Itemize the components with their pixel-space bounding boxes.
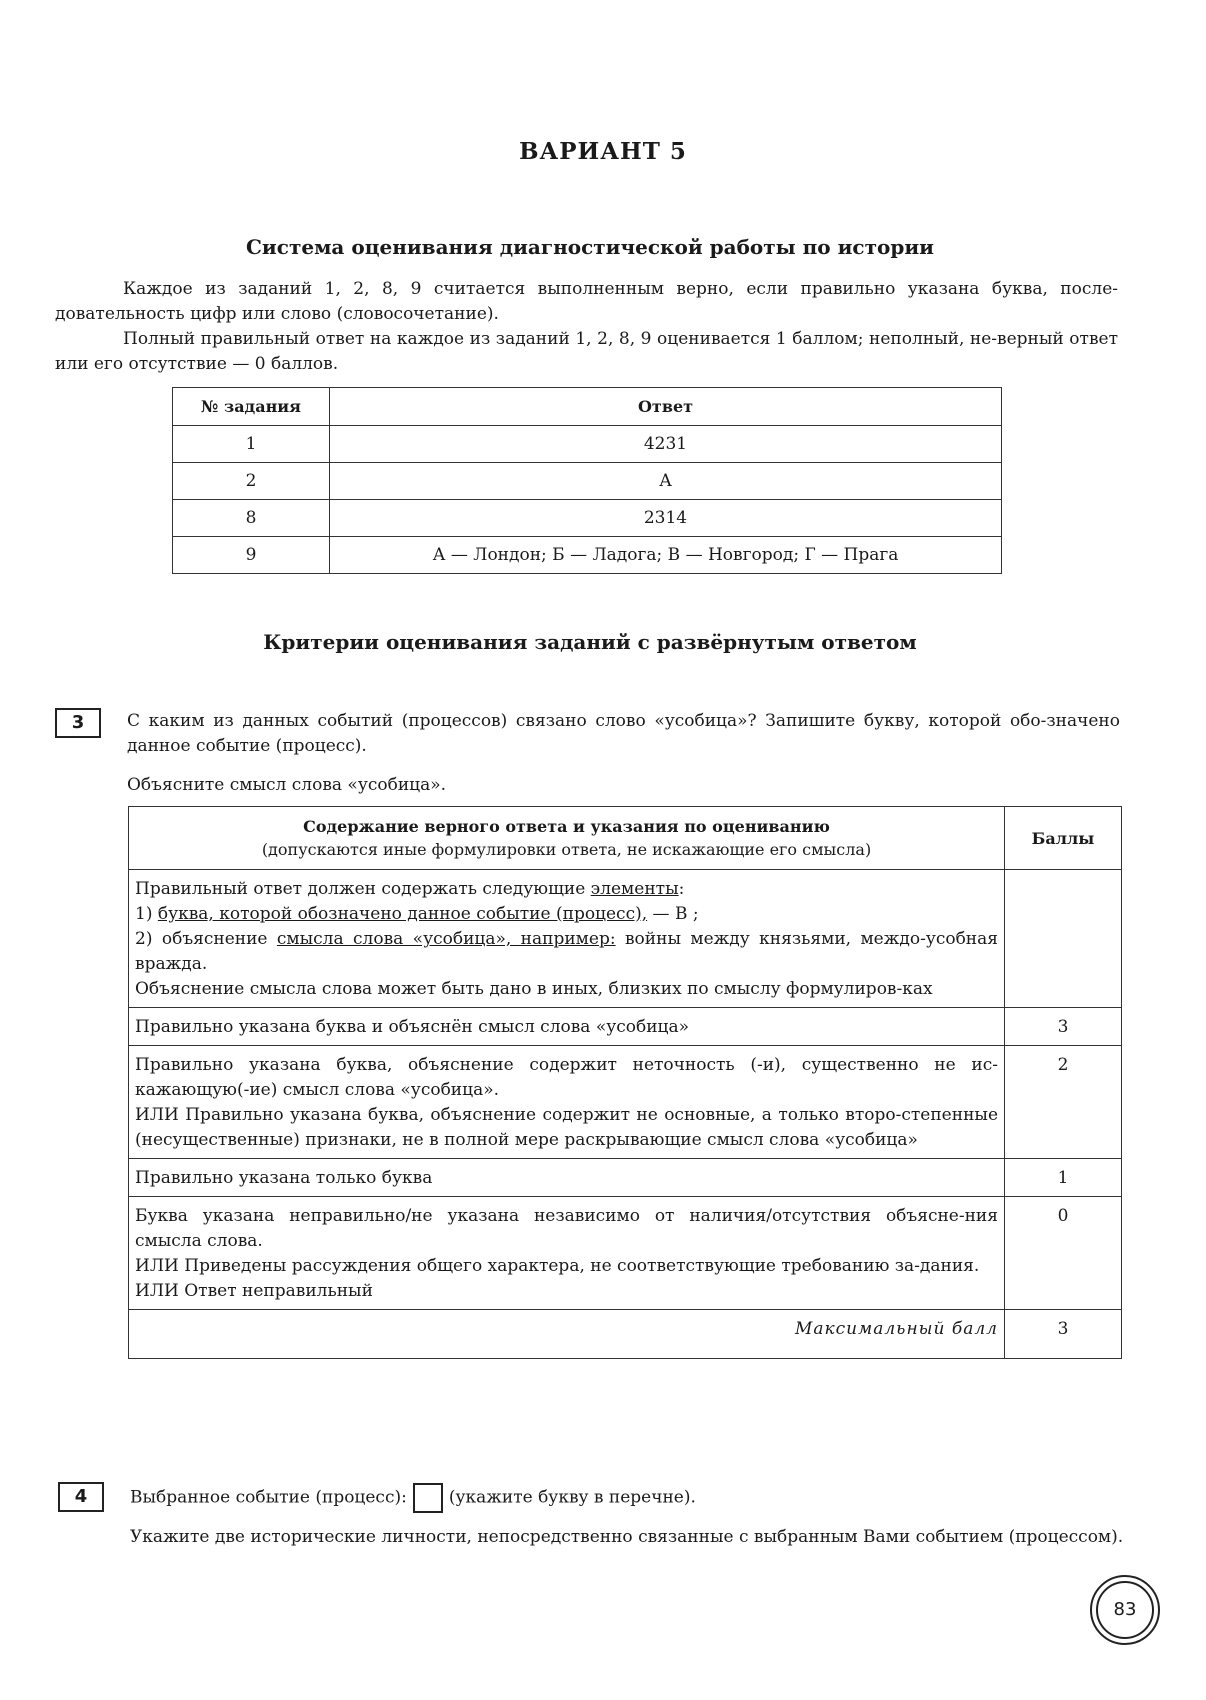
task-4-number-box: 4 [58, 1482, 104, 1512]
task-4-selected-event: Выбранное событие (процесс): (укажите букву в перечне). [130, 1483, 696, 1513]
task-number-cell: 9 [173, 537, 330, 574]
task-3-number-box: 3 [55, 708, 101, 738]
max-score-row [129, 1310, 1122, 1359]
max-score-label: Максимальный балл [129, 1310, 1005, 1359]
content-item-2: 2) объяснение смысла слова «усобица», например: войны между князьями, междо-усобная вражда. [135, 929, 998, 974]
criteria-table-header [129, 807, 1122, 870]
correct-answer-content [129, 870, 1005, 1008]
task-number-cell: 1 [173, 426, 330, 463]
criteria-content-row [129, 870, 1122, 1008]
answer-cell: А [330, 463, 1002, 500]
scoring-paragraph-2: Полный правильный ответ на каждое из заданий 1, 2, 8, 9 оценивается 1 баллом; неполный, не-верный ответ или его отсутствие — 0 баллов. [55, 329, 1118, 374]
criteria-text: Правильно указана буква, объяснение содержит неточность (-и), существенно не ис-кажающую(-ие) смысл слова «усобица». ИЛИ Правильно указана буква, объяснение содержит не основные, а только второ-степенные (несущественные) признаки, не в полной мере раскрывающие смысл слова «усобица» [129, 1046, 1005, 1159]
task-number-cell: 2 [173, 463, 330, 500]
criteria-row [129, 1008, 1122, 1046]
points-cell-empty [1005, 870, 1122, 1008]
page-number: 83 [1096, 1581, 1154, 1639]
criteria-points: 0 [1005, 1197, 1122, 1310]
answer-cell: 4231 [330, 426, 1002, 463]
criteria-points: 1 [1005, 1159, 1122, 1197]
scoring-paragraph-1: Каждое из заданий 1, 2, 8, 9 считается выполненным верно, если правильно указана буква, после-довательность цифр или слово (словосочетание). [55, 279, 1118, 324]
answer-letter-box[interactable] [413, 1483, 443, 1513]
content-item-1: 1) буква, которой обозначено данное событие (процесс), — В ; [135, 904, 699, 924]
criteria-table [128, 806, 1122, 1359]
criteria-text: Правильно указана только буква [129, 1159, 1005, 1197]
task-number-cell: 8 [173, 500, 330, 537]
criteria-row [129, 1159, 1122, 1197]
criteria-row [129, 1046, 1122, 1159]
answers-table [172, 387, 1002, 574]
answers-table-header [173, 388, 1002, 426]
content-note: Объяснение смысла слова может быть дано в иных, близких по смыслу формулиров-ках [135, 979, 933, 999]
criteria-points: 3 [1005, 1008, 1122, 1046]
task-3-question: С каким из данных событий (процессов) связано слово «усобица»? Запишите букву, которой обо-значено данное событие (процесс). [127, 711, 1120, 756]
column-header-task-number: № задания [173, 388, 330, 426]
column-header-answer: Ответ [330, 388, 1002, 426]
table-row [173, 537, 1002, 574]
criteria-points: 2 [1005, 1046, 1122, 1159]
criteria-text: Буква указана неправильно/не указана независимо от наличия/отсутствия объясне-ния смысла слова. ИЛИ Приведены рассуждения общего характера, не соответствующие требованию за-дания. ИЛИ Ответ неправильный [129, 1197, 1005, 1310]
task-4-question: Укажите две исторические личности, непосредственно связанные с выбранным Вами событием (процессом). [130, 1527, 1124, 1547]
table-row [173, 463, 1002, 500]
page-number-badge [1090, 1575, 1160, 1645]
variant-title: ВАРИАНТ 5 [519, 138, 687, 165]
criteria-header-sub: (допускаются иные формулировки ответа, не искажающие его смысла) [261, 840, 872, 859]
table-row [173, 500, 1002, 537]
criteria-header-main: Содержание верного ответа и указания по оцениванию [303, 817, 830, 836]
task-3-instruction: Объясните смысл слова «усобица». [127, 775, 447, 795]
criteria-header-content [129, 807, 1005, 870]
section-title-criteria: Критерии оценивания заданий с развёрнутым ответом [263, 630, 917, 654]
answer-cell: 2314 [330, 500, 1002, 537]
criteria-text: Правильно указана буква и объяснён смысл слова «усобица» [129, 1008, 1005, 1046]
content-intro: Правильный ответ должен содержать следующие элементы: [135, 879, 685, 899]
table-row [173, 426, 1002, 463]
answer-cell: А — Лондон; Б — Ладога; В — Новгород; Г — Прага [330, 537, 1002, 574]
criteria-header-points: Баллы [1005, 807, 1122, 870]
max-score-value: 3 [1005, 1310, 1122, 1359]
criteria-row [129, 1197, 1122, 1310]
section-title-scoring: Система оценивания диагностической работы по истории [246, 235, 934, 259]
